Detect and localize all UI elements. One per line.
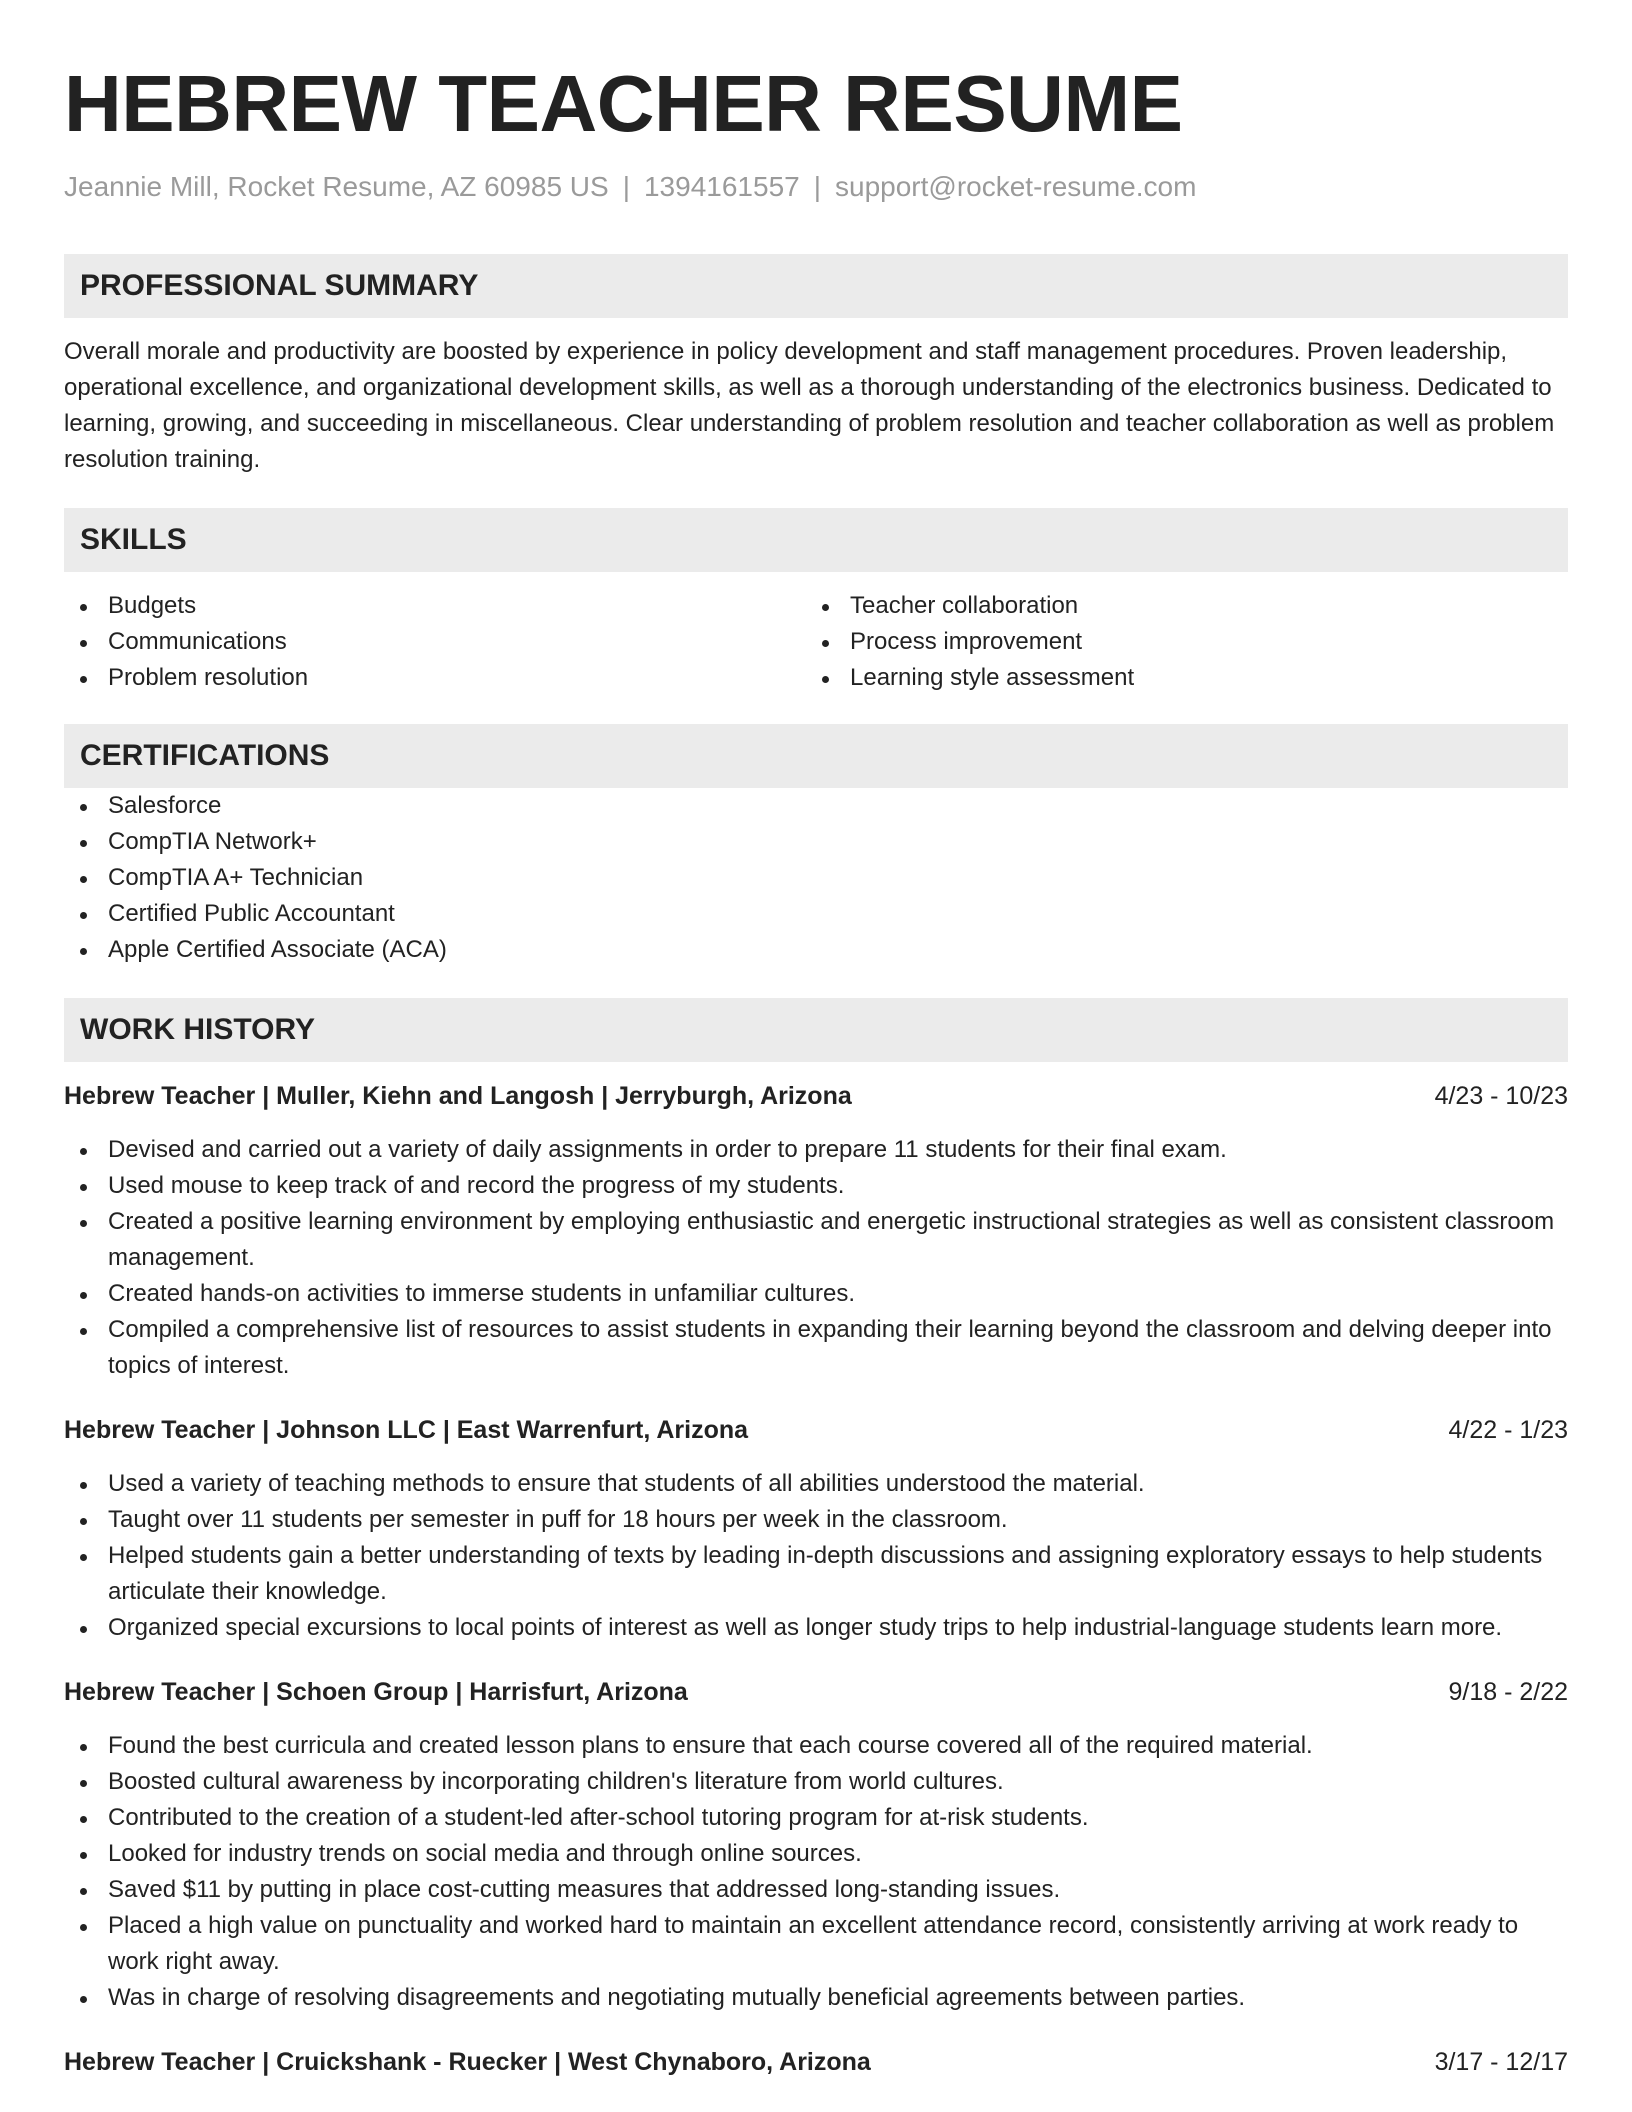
job-entry	[64, 1674, 1568, 2016]
certification-item: Apple Certified Associate (ACA)	[64, 932, 1568, 968]
skill-item: Budgets	[64, 588, 806, 624]
resume-page	[64, 0, 1568, 2080]
job-bullet: Devised and carried out a variety of daily assignments in order to prepare 11 students for their final exam.	[64, 1132, 1568, 1168]
section-heading-certifications: CERTIFICATIONS	[64, 724, 1568, 788]
job-title: Hebrew Teacher | Johnson LLC | East Warrenfurt, Arizona	[64, 1416, 749, 1444]
section-heading-work-history: WORK HISTORY	[64, 998, 1568, 1062]
resume-title: HEBREW TEACHER RESUME	[64, 59, 1183, 148]
section-heading-skills: SKILLS	[64, 508, 1568, 572]
job-header	[64, 1412, 1568, 1448]
job-dates: 3/17 - 12/17	[1434, 2048, 1568, 2076]
job-bullet: Organized special excursions to local points of interest as well as longer study trips to help industrial-language students learn more.	[64, 1610, 1568, 1646]
job-bullet: Used a variety of teaching methods to ensure that students of all abilities understood the material.	[64, 1466, 1568, 1502]
skill-item: Problem resolution	[64, 660, 806, 696]
skills-column-right	[806, 588, 1548, 696]
job-header	[64, 1078, 1568, 1114]
job-bullet: Compiled a comprehensive list of resources to assist students in expanding their learning beyond the classroom and delving deeper into topics of interest.	[64, 1312, 1568, 1384]
job-title: Hebrew Teacher | Cruickshank - Ruecker | West Chynaboro, Arizona	[64, 2048, 871, 2076]
contact-separator: |	[622, 171, 630, 202]
job-bullet: Found the best curricula and created lesson plans to ensure that each course covered all of the required material.	[64, 1728, 1568, 1764]
skills-column-left	[64, 588, 806, 696]
job-bullet: Taught over 11 students per semester in puff for 18 hours per week in the classroom.	[64, 1502, 1568, 1538]
job-bullet: Contributed to the creation of a student-led after-school tutoring program for at-risk students.	[64, 1800, 1568, 1836]
skills-list	[64, 588, 1568, 696]
job-header	[64, 2044, 1568, 2080]
job-bullet: Helped students gain a better understanding of texts by leading in-depth discussions and assigning exploratory essays to help students articulate their knowledge.	[64, 1538, 1568, 1610]
job-bullet: Saved $11 by putting in place cost-cutting measures that addressed long-standing issues.	[64, 1872, 1568, 1908]
skill-item: Communications	[64, 624, 806, 660]
certifications-list	[64, 788, 1568, 968]
certification-item: Salesforce	[64, 788, 1568, 824]
job-dates: 9/18 - 2/22	[1448, 1678, 1568, 1706]
summary-text: Overall morale and productivity are boosted by experience in policy development and staff management procedures. Proven leadership, operational excellence, and organizational development skills, as well as a thorough understanding of the electronics business. Dedicated to learning, growing, and succeeding in miscellaneous. Clear understanding of problem resolution and teacher collaboration as well as problem resolution training.	[64, 338, 1555, 473]
job-header	[64, 1674, 1568, 1710]
job-bullet: Created hands-on activities to immerse students in unfamiliar cultures.	[64, 1276, 1568, 1312]
section-heading-summary: PROFESSIONAL SUMMARY	[64, 254, 1568, 318]
contact-address: Jeannie Mill, Rocket Resume, AZ 60985 US	[64, 171, 609, 202]
skill-item: Process improvement	[806, 624, 1548, 660]
job-bullet: Boosted cultural awareness by incorporating children's literature from world cultures.	[64, 1764, 1568, 1800]
job-entry	[64, 1078, 1568, 1384]
job-bullets	[64, 1132, 1568, 1384]
certification-item: CompTIA A+ Technician	[64, 860, 1568, 896]
job-dates: 4/22 - 1/23	[1448, 1416, 1568, 1444]
job-bullets	[64, 1728, 1568, 2016]
skill-item: Learning style assessment	[806, 660, 1548, 696]
contact-email[interactable]: support@rocket-resume.com	[835, 171, 1197, 202]
job-title: Hebrew Teacher | Schoen Group | Harrisfurt, Arizona	[64, 1678, 688, 1706]
job-bullet: Placed a high value on punctuality and worked hard to maintain an excellent attendance record, consistently arriving at work ready to work right away.	[64, 1908, 1568, 1980]
job-dates: 4/23 - 10/23	[1434, 1082, 1568, 1110]
job-bullet: Looked for industry trends on social media and through online sources.	[64, 1836, 1568, 1872]
contact-phone: 1394161557	[643, 171, 800, 202]
job-bullet: Was in charge of resolving disagreements and negotiating mutually beneficial agreements between parties.	[64, 1980, 1568, 2016]
job-bullet: Used mouse to keep track of and record the progress of my students.	[64, 1168, 1568, 1204]
job-title: Hebrew Teacher | Muller, Kiehn and Langosh | Jerryburgh, Arizona	[64, 1082, 852, 1110]
job-entry	[64, 2044, 1568, 2080]
skill-item: Teacher collaboration	[806, 588, 1548, 624]
job-bullets	[64, 1466, 1568, 1646]
certification-item: CompTIA Network+	[64, 824, 1568, 860]
job-bullet: Created a positive learning environment by employing enthusiastic and energetic instructional strategies as well as consistent classroom management.	[64, 1204, 1568, 1276]
contact-line	[64, 170, 1568, 204]
contact-separator: |	[813, 171, 821, 202]
job-entry	[64, 1412, 1568, 1646]
certification-item: Certified Public Accountant	[64, 896, 1568, 932]
